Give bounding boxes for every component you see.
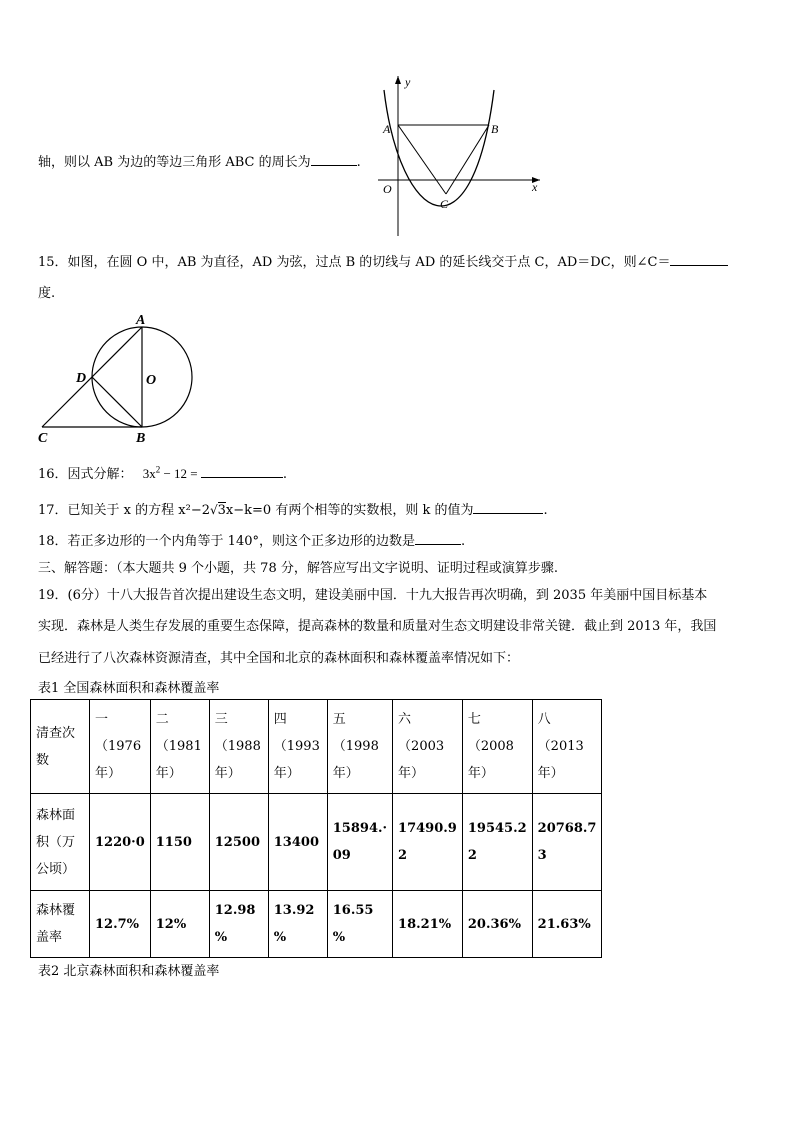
table-cell: 森林覆 盖率 [31, 891, 90, 958]
label-a: A [383, 122, 391, 136]
segment-db [92, 377, 142, 427]
table-row-area [31, 794, 602, 891]
q19-line3: 已经进行了八次森林资源清查，其中全国和北京的森林面积和森林覆盖率情况如下： [38, 651, 520, 666]
table-cell: 一 （1976 年） [90, 700, 151, 794]
table-cell: 13400 [268, 794, 327, 891]
answer-blank-q15 [670, 264, 728, 266]
table-cell: 12.7% [90, 891, 151, 958]
segment-ac [398, 125, 446, 194]
table-cell: 12% [150, 891, 209, 958]
table-cell: 六 （2003 年） [393, 700, 463, 794]
q16: 16．因式分解： $3x^2 - 12$ = . [38, 464, 287, 482]
table1-title: 表1 全国森林面积和森林覆盖率 [38, 681, 220, 696]
table-cell: 四 （1993 年） [268, 700, 327, 794]
forest-table [30, 699, 602, 958]
answer-blank-q17 [473, 512, 543, 514]
q15-line1: 15．如图，在圆 O 中，AB 为直径，AD 为弦，过点 B 的切线与 AD 的延长线交于点 C，AD＝DC，则∠C＝ [38, 251, 728, 270]
table-cell: 1150 [150, 794, 209, 891]
answer-blank-q14 [311, 164, 357, 166]
label-c: C [440, 197, 449, 211]
table-cell: 七 （2008 年） [462, 700, 532, 794]
q17: 17．已知关于 x 的方程 x²−2√3x−k=0 有两个相等的实数根，则 k 的值为 . [38, 503, 548, 518]
section-3-header: 三、解答题：（本大题共 9 个小题，共 78 分，解答应写出文字说明、证明过程或演算步骤. [38, 561, 558, 576]
table-cell: 19545.2 2 [462, 794, 532, 891]
label-b: B [491, 122, 499, 136]
label-d: D [76, 371, 87, 386]
y-axis-arrow [395, 76, 401, 84]
table-cell: 二 （1981 年） [150, 700, 209, 794]
table-cell: 18.21% [393, 891, 463, 958]
q14-tail: 轴，则以 AB 为边的等边三角形 ABC 的周长为 . [38, 155, 361, 170]
table-cell: 17490.9 2 [393, 794, 463, 891]
table-cell: 五 （1998 年） [327, 700, 392, 794]
label-o: O [146, 373, 157, 388]
table-cell: 1220·0 [90, 794, 151, 891]
table-cell: 12500 [209, 794, 268, 891]
table-cell: 20768.7 3 [532, 794, 602, 891]
sqrt-sign: √ [209, 503, 218, 517]
q15-line2: 度. [38, 286, 56, 301]
table-cell: 三 （1988 年） [209, 700, 268, 794]
answer-blank-q18 [415, 543, 461, 545]
table-row-rate [31, 891, 602, 958]
q19-line1: 19．(6分）十八大报告首次提出建设生态文明，建设美丽中国．十九大报告再次明确，到 2035 年美丽中国目标基本 [38, 588, 708, 603]
table-cell: 20.36% [462, 891, 532, 958]
table2-title: 表2 北京森林面积和森林覆盖率 [38, 964, 220, 979]
table-cell: 15894.· 09 [327, 794, 392, 891]
label-x: x [532, 180, 538, 194]
table-cell: 13.92 % [268, 891, 327, 958]
q19-line2: 实现．森林是人类生存发展的重要生态保障，提高森林的数量和质量对生态文明建设非常关键．截止到 2013 年，我国 [38, 619, 717, 634]
table-cell: 八 （2013 年） [532, 700, 602, 794]
table-cell: 12.98 % [209, 891, 268, 958]
answer-blank-q16 [201, 476, 283, 478]
label-a: A [136, 313, 146, 328]
q18: 18．若正多边形的一个内角等于 140°，则这个正多边形的边数是 . [38, 534, 466, 549]
label-o: O [383, 182, 392, 196]
parabola-curve [384, 90, 494, 206]
table-cell: 森林面 积（万 公顷） [31, 794, 90, 891]
label-y: y [405, 75, 411, 89]
label-c: C [38, 431, 48, 446]
table-cell: 16.55 % [327, 891, 392, 958]
parabola-figure [376, 74, 546, 240]
table-row-header [31, 700, 602, 794]
table-cell: 21.63% [532, 891, 602, 958]
table-cell: 清查次 数 [31, 700, 90, 794]
segment-bc [446, 125, 489, 194]
circle-figure [34, 310, 204, 448]
label-b: B [136, 431, 146, 446]
